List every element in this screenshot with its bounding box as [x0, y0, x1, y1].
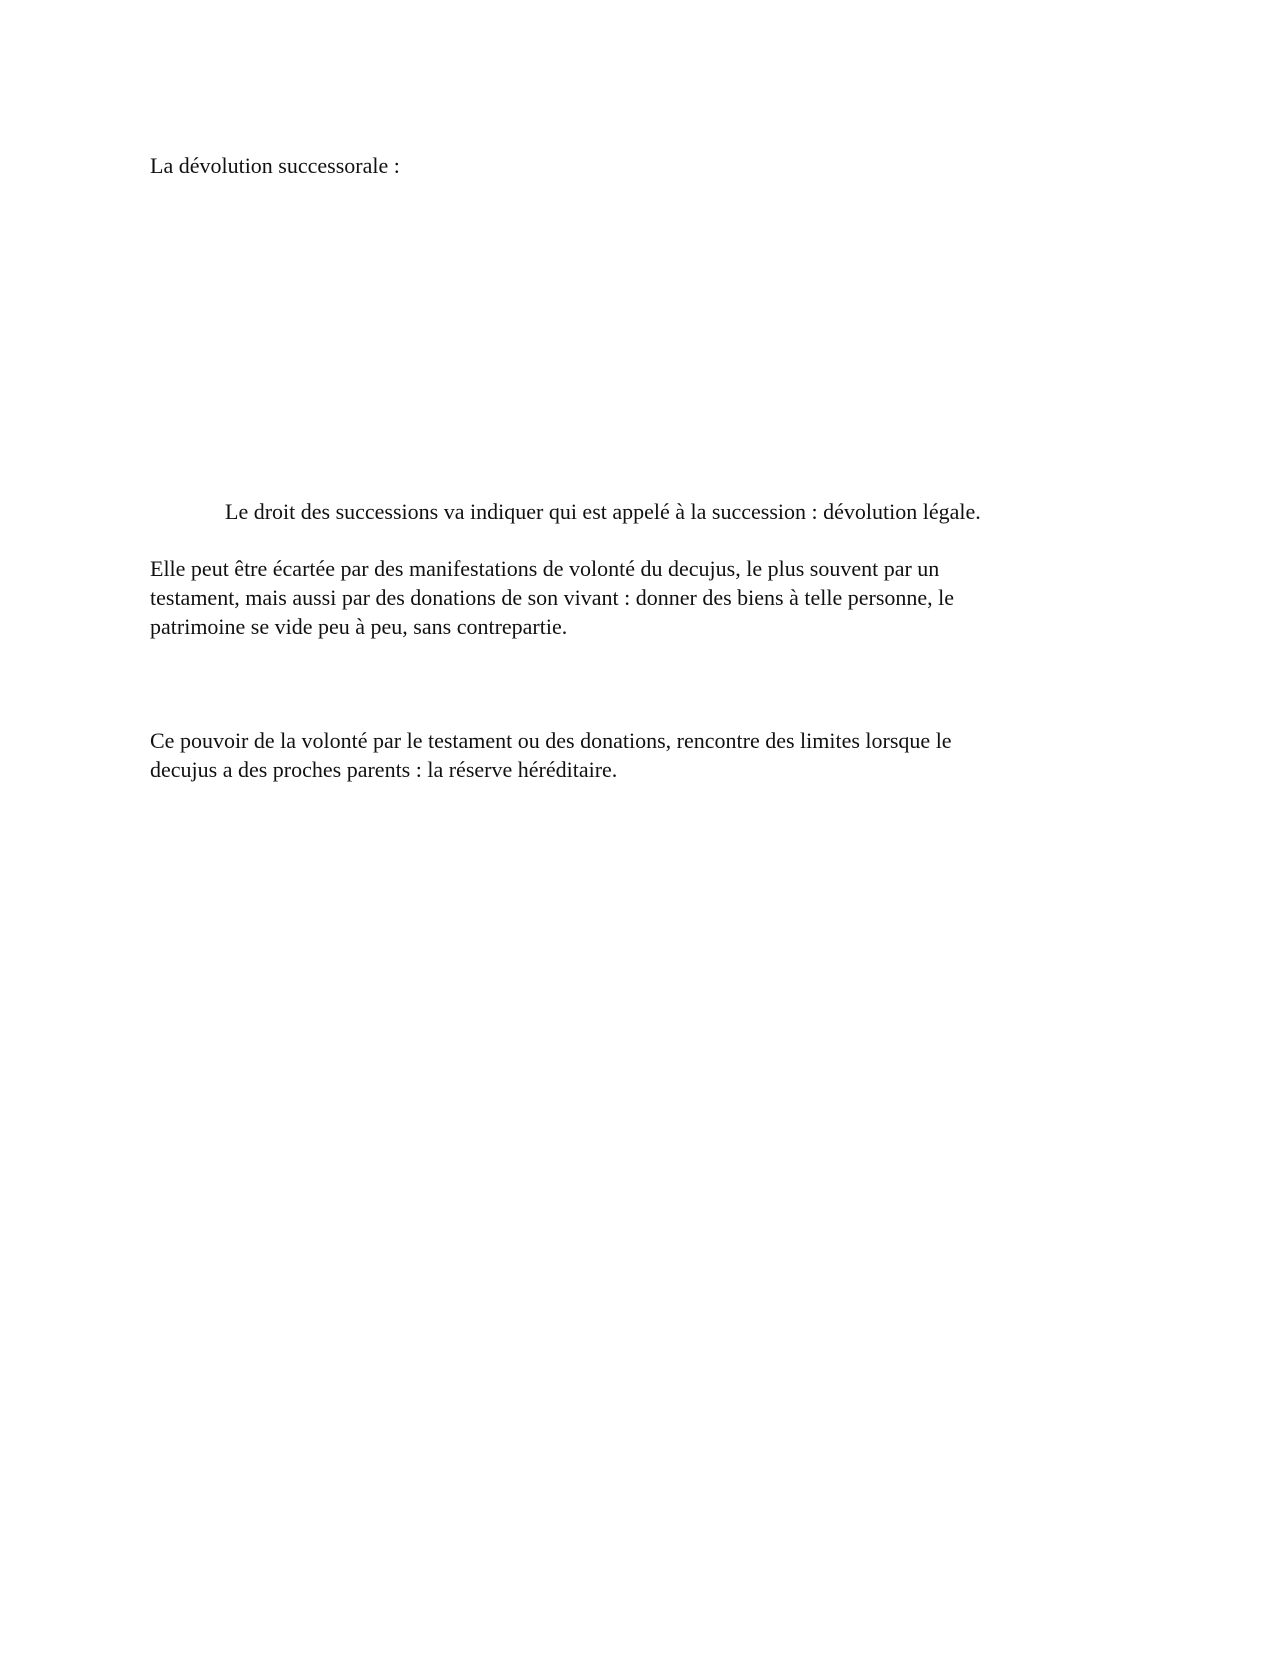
paragraph-line: patrimoine se vide peu à peu, sans contrepartie. — [150, 614, 568, 639]
paragraph-line: decujus a des proches parents : la réserve héréditaire. — [150, 757, 618, 782]
paragraph-devolution-legale: Le droit des successions va indiquer qui est appelé à la succession : dévolution légale. — [225, 499, 981, 524]
paragraph-reserve-hereditaire — [150, 726, 952, 784]
paragraph-line: Ce pouvoir de la volonté par le testament ou des donations, rencontre des limites lorsque le — [150, 728, 952, 753]
paragraph-volonte-decujus — [150, 554, 954, 641]
paragraph-line: testament, mais aussi par des donations de son vivant : donner des biens à telle personne, le — [150, 585, 955, 610]
paragraph-line: Elle peut être écartée par des manifestations de volonté du decujus, le plus souvent par un — [150, 556, 940, 581]
document-heading: La dévolution successorale : — [150, 153, 400, 178]
